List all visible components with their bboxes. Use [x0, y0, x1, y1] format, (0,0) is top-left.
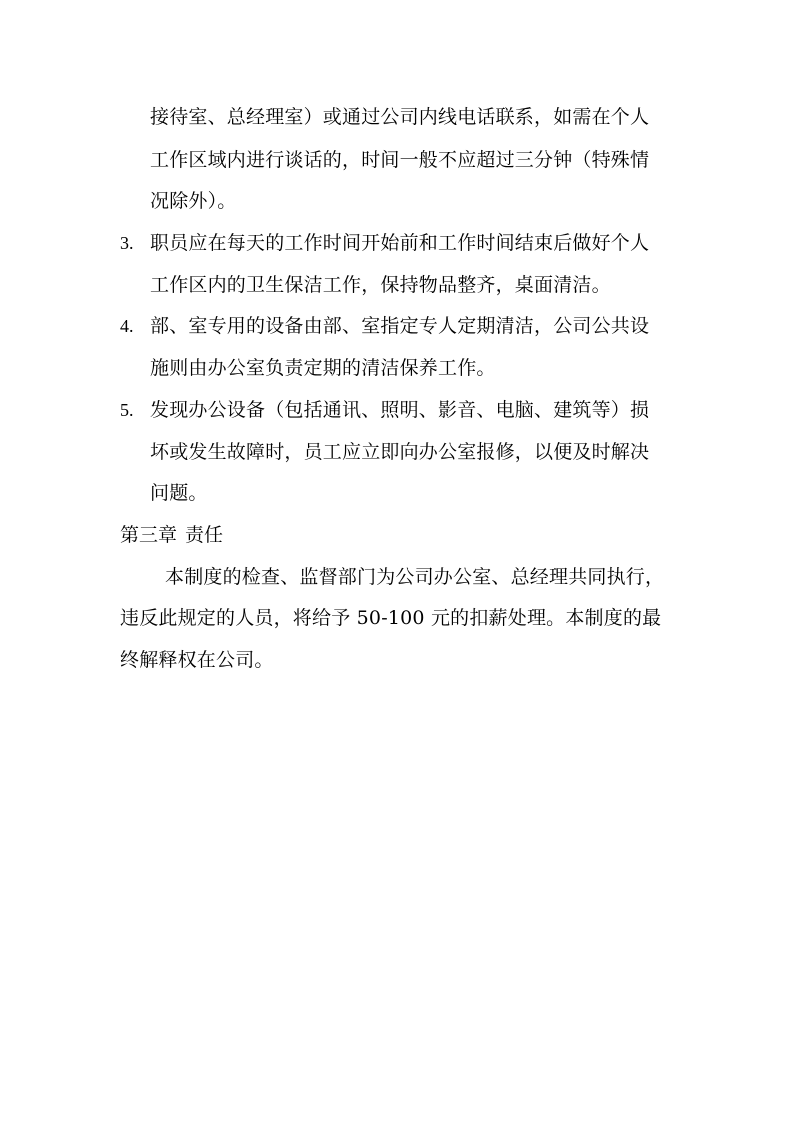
list-item-5-line-2: 坏或发生故障时，员工应立即向办公室报修，以便及时解决	[150, 441, 650, 463]
list-item-4-line-2: 施则由办公室负责定期的清洁保养工作。	[150, 357, 496, 379]
chapter-heading	[120, 523, 223, 547]
paragraph-line-2: 违反此规定的人员，将给予 50-100 元的扣薪处理。本制度的最	[120, 607, 662, 629]
chapter-number: 第三章	[120, 524, 178, 546]
list-item-5-line-1: 发现办公设备（包括通讯、照明、影音、电脑、建筑等）损	[150, 399, 650, 421]
list-item-4-line-1: 部、室专用的设备由部、室指定专人定期清洁，公司公共设	[150, 315, 650, 337]
paragraph-line-1: 本制度的检查、监督部门为公司办公室、总经理共同执行，	[165, 566, 665, 588]
continuation-line-3: 况除外）。	[150, 190, 237, 212]
list-item-5-number: 5.	[120, 400, 134, 420]
list-item-4-number: 4.	[120, 316, 134, 336]
list-item-3-line-1: 职员应在每天的工作时间开始前和工作时间结束后做好个人	[150, 232, 650, 254]
continuation-line-2: 工作区域内进行谈话的，时间一般不应超过三分钟（特殊情	[150, 149, 650, 171]
list-item-5-line-3: 问题。	[150, 482, 208, 504]
list-item-3-line-2: 工作区内的卫生保洁工作，保持物品整齐，桌面清洁。	[150, 274, 611, 296]
paragraph-line-3: 终解释权在公司。	[120, 649, 274, 671]
chapter-title: 责任	[185, 524, 224, 546]
list-item-3-number: 3.	[120, 233, 134, 253]
continuation-line-1: 接待室、总经理室）或通过公司内线电话联系，如需在个人	[150, 106, 650, 128]
